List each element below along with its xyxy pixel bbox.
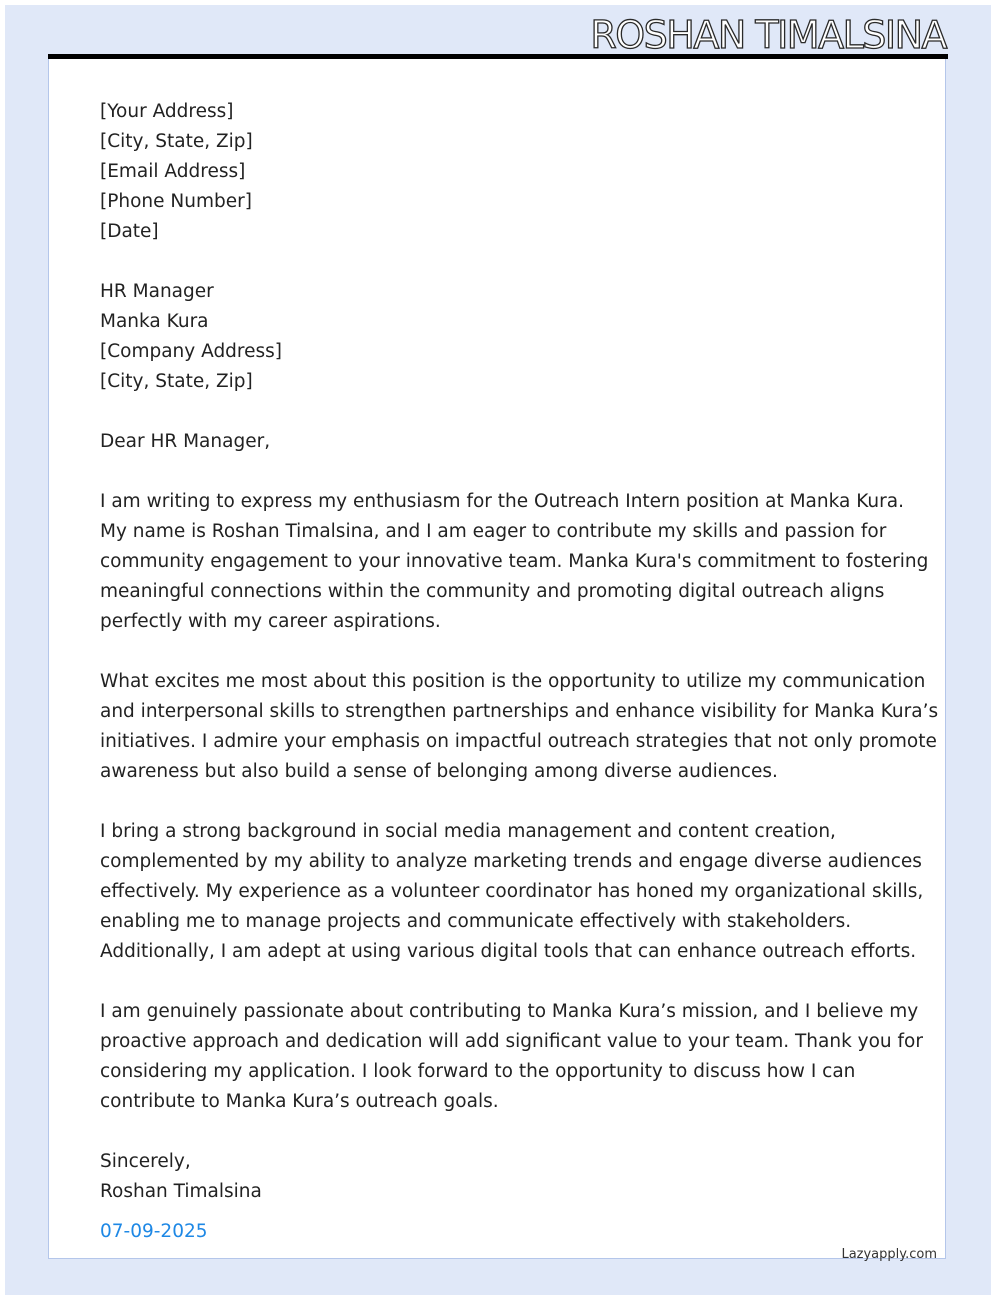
recipient-title: HR Manager (100, 281, 214, 302)
sender-address: [Your Address] (100, 101, 234, 122)
sender-phone: [Phone Number] (100, 191, 252, 212)
recipient-block (100, 277, 920, 397)
body-line: complemented by my ability to analyze marketing trends and engage diverse audiences (100, 851, 922, 872)
closing-block (100, 1147, 920, 1207)
salutation: Dear HR Manager, (100, 431, 271, 452)
body-line: considering my application. I look forward to the opportunity to discuss how I can (100, 1061, 856, 1082)
body-line: meaningful connections within the community and promoting digital outreach aligns (100, 581, 885, 602)
body-line: I am writing to express my enthusiasm for the Outreach Intern position at Manka Kura. (100, 491, 904, 512)
sender-block (100, 97, 920, 247)
body-line: and interpersonal skills to strengthen partnerships and enhance visibility for Manka Kura’s (100, 701, 939, 722)
recipient-company-address: [Company Address] (100, 341, 283, 362)
body-line: effectively. My experience as a volunteer coordinator has honed my organizational skills, (100, 881, 924, 902)
body-paragraph-1 (100, 487, 929, 637)
signature-name: Roshan Timalsina (100, 1181, 262, 1202)
body-line: community engagement to your innovative team. Manka Kura's commitment to fostering (100, 551, 929, 572)
watermark: Lazyapply.com (841, 1247, 937, 1262)
body-line: What excites me most about this position is the opportunity to utilize my communication (100, 671, 926, 692)
body-line: proactive approach and dedication will add significant value to your team. Thank you for (100, 1031, 923, 1052)
body-line: initiatives. I admire your emphasis on impactful outreach strategies that not only promote (100, 731, 937, 752)
body-line: contribute to Manka Kura’s outreach goals. (100, 1091, 499, 1112)
body-line: My name is Roshan Timalsina, and I am eager to contribute my skills and passion for (100, 521, 887, 542)
recipient-company: Manka Kura (100, 311, 209, 332)
body-line: I bring a strong background in social media management and content creation, (100, 821, 836, 842)
sender-email: [Email Address] (100, 161, 246, 182)
body-paragraph-3 (100, 817, 924, 967)
valediction: Sincerely, (100, 1151, 191, 1172)
body-line: enabling me to manage projects and communicate effectively with stakeholders. (100, 911, 852, 932)
body-line: Additionally, I am adept at using various digital tools that can enhance outreach efforts. (100, 941, 917, 962)
sender-city-state-zip: [City, State, Zip] (100, 131, 253, 152)
letter-date: 07-09-2025 (100, 1221, 208, 1242)
body-paragraph-4 (100, 997, 923, 1117)
recipient-city-state-zip: [City, State, Zip] (100, 371, 253, 392)
body-line: I am genuinely passionate about contributing to Manka Kura’s mission, and I believe my (100, 1001, 919, 1022)
body-line: awareness but also build a sense of belonging among diverse audiences. (100, 761, 778, 782)
body-line: perfectly with my career aspirations. (100, 611, 441, 632)
body-paragraph-2 (100, 667, 939, 787)
header-name: ROSHAN TIMALSINA (590, 13, 946, 57)
letter-body (100, 97, 939, 1207)
sender-date: [Date] (100, 221, 159, 242)
